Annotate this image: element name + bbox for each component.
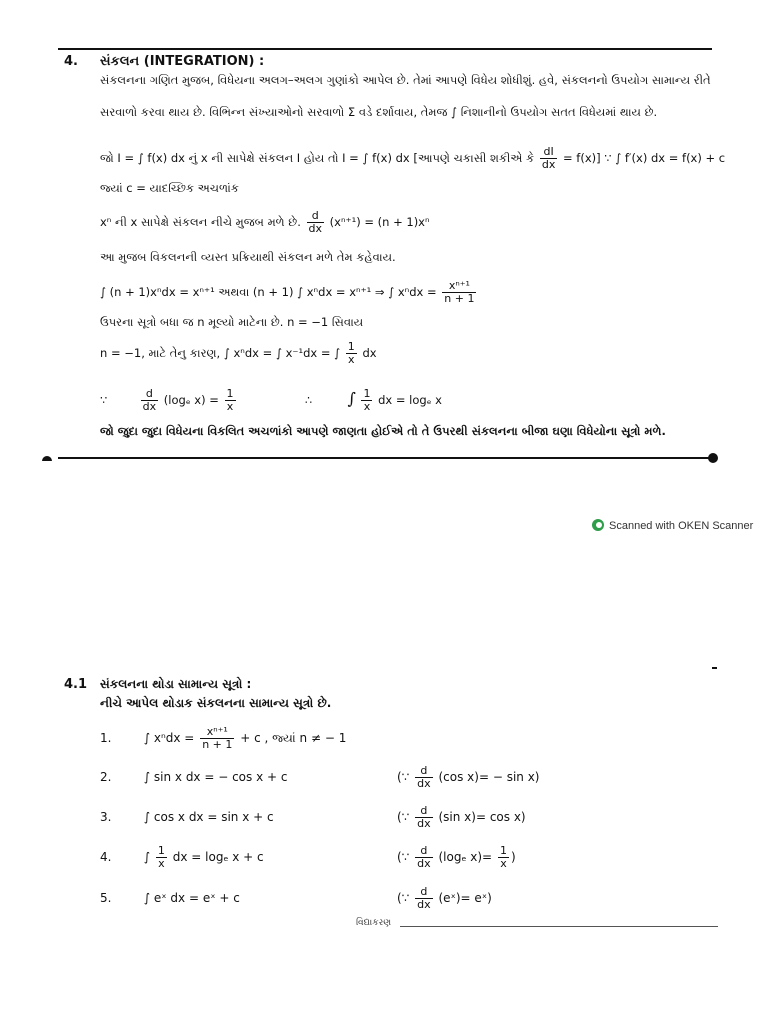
reason-text-a: n = −1, માટે તેનુ કારણ, ∫ xⁿdx = ∫ x⁻¹dx = ∫ <box>100 346 341 360</box>
formula-number: 1. <box>100 731 112 745</box>
fraction-numerator: d <box>145 387 153 401</box>
scanner-watermark <box>591 518 753 532</box>
power-rule-text: ∫ (n + 1)xⁿdx = xⁿ⁺¹ અથવા (n + 1) ∫ xⁿdx = xⁿ⁺¹ ⇒ ∫ xⁿdx = <box>100 285 437 299</box>
formula-lhs: ∫ xⁿdx = <box>143 731 195 745</box>
fraction-denominator: dx <box>142 400 157 413</box>
reason-open: (∵ <box>397 770 410 784</box>
fraction-denominator: x <box>156 857 167 870</box>
fraction-denominator: dx <box>308 222 323 235</box>
definition-text-b: = f(x)] ∵ ∫ f′(x) dx = f(x) + c <box>563 151 726 165</box>
fraction-numerator: dI <box>543 145 554 159</box>
fraction-numerator: d <box>311 209 319 223</box>
fraction-denominator: x <box>225 400 236 413</box>
formula-reason-3 <box>397 801 526 833</box>
small-mark <box>712 667 717 669</box>
fraction-d-dx-log <box>141 388 159 412</box>
formula-reason-5 <box>397 882 492 914</box>
fraction-denominator: x <box>346 353 357 366</box>
fraction-numerator: xⁿ⁺¹ <box>448 279 470 293</box>
because-symbol: ∵ <box>100 393 108 407</box>
fraction-numerator: d <box>420 804 428 818</box>
fraction-d-dx <box>415 805 433 829</box>
reason-text-b: dx <box>362 346 377 360</box>
fraction-denominator: n + 1 <box>444 292 475 305</box>
footer-rule <box>400 926 718 927</box>
fraction-numerator: 1 <box>499 844 507 858</box>
reason-close: (eˣ)= eˣ) <box>438 891 492 905</box>
formula-fraction <box>200 726 234 750</box>
subsection-subheading: નીચે આપેલ થોડાક સંકલનના સામાન્ય સૂત્રો છે. <box>100 696 332 710</box>
formula-number: 5. <box>100 891 112 905</box>
paragraph-line-1: સંકલનના ગણિત મુજબ, વિધેયના અલગ–અલગ ગુણાંકો આપેલ છે. તેમાં આપણે વિધેય શોધીશું. હવે, સંકલનનો ઉપયોગ સામાન્ય રીતે <box>100 73 711 87</box>
fraction-d-dx <box>415 845 433 869</box>
fraction-d-dx <box>307 210 325 234</box>
formula-lhs: dx = logₑ x + c <box>172 850 264 864</box>
formula-rhs: + c , જ્યાં n ≠ − 1 <box>240 731 347 745</box>
subsection-heading: સંકલનના થોડા સામાન્ય સૂત્રો : <box>100 677 252 691</box>
reason-close: (cos x)= − sin x) <box>438 770 540 784</box>
power-text-a: xⁿ ની x સાપેક્ષે સંકલન નીચે મુજબ મળે છે. <box>100 215 301 229</box>
fraction-denominator: dx <box>541 158 556 171</box>
subsection-number: 4.1 <box>64 677 88 692</box>
fraction-denominator: dx <box>417 777 431 790</box>
fraction-numerator: d <box>420 764 428 778</box>
fraction-1-x <box>498 845 509 869</box>
log-result: dx = logₑ x <box>378 393 442 407</box>
fraction-denominator: dx <box>417 898 431 911</box>
inverse-process-line: આ મુજબ વિકલનની વ્યસ્ત પ્રક્રિયાથી સંકલન મળે તેમ કહેવાય. <box>100 250 396 264</box>
fraction-denominator: dx <box>417 817 431 830</box>
fraction-numerator: 1 <box>226 387 234 401</box>
scanner-label: Scanned with OKEN Scanner <box>609 520 754 532</box>
formula-row-4 <box>100 841 264 873</box>
closing-line: જો જુદા જુદા વિધેયના વિકલિત અચળાંકો આપણે જાણતા હોઈએ તો તે ઉપરથી સંકલનના બીજા ઘણા વિધેયોના સૂત્રો મળે. <box>100 424 666 438</box>
fraction-1-x <box>156 845 167 869</box>
section-number: 4. <box>64 54 78 69</box>
therefore-symbol: ∴ <box>304 393 313 407</box>
log-text: (logₑ x) = <box>163 393 219 407</box>
reason-close-paren: ) <box>510 850 516 864</box>
formula-row-3 <box>100 801 274 833</box>
reason-close: (sin x)= cos x) <box>438 810 526 824</box>
formula-lhs: ∫ eˣ dx = eˣ + c <box>143 891 240 905</box>
reason-open: (∵ <box>397 891 410 905</box>
constant-line: જ્યાં c = યાદચ્છિક અચળાંક <box>100 181 239 195</box>
integral-symbol: ∫ <box>347 389 356 408</box>
formula-integral: ∫ <box>143 850 151 864</box>
formula-row-1 <box>100 722 346 754</box>
formula-row-2 <box>100 761 287 793</box>
definition-line <box>100 143 725 173</box>
formula-lhs: ∫ cos x dx = sin x + c <box>143 810 274 824</box>
bottom-rule <box>58 457 712 459</box>
fraction-numerator: xⁿ⁺¹ <box>206 725 228 739</box>
formula-number: 4. <box>100 850 112 864</box>
fraction-denominator: n + 1 <box>202 738 233 751</box>
fraction-numerator: 1 <box>363 387 371 401</box>
reason-mid: (logₑ x)= <box>438 850 493 864</box>
formula-row-5 <box>100 882 240 914</box>
paragraph-line-2: સરવાળો કરવા થાય છે. વિભિન્ન સંખ્યાઓનો સરવાળો Σ વડે દર્શાવાય, તેમજ ∫ નિશાનીનો ઉપયોગ સતત વિધેયમાં થાય છે. <box>100 105 658 119</box>
fraction-1-x <box>346 341 357 365</box>
fraction-power <box>442 280 476 304</box>
rule-left-mark <box>42 456 52 461</box>
section-heading: સંકલન (INTEGRATION) : <box>100 54 265 69</box>
power-text-b: (xⁿ⁺¹) = (n + 1)xⁿ <box>329 215 430 229</box>
formula-lhs: ∫ sin x dx = − cos x + c <box>143 770 288 784</box>
fraction-denominator: x <box>498 857 509 870</box>
reason-open: (∵ <box>397 810 410 824</box>
fraction-d-dx <box>415 886 433 910</box>
fraction-dI-dx <box>540 146 558 170</box>
formula-number: 3. <box>100 810 112 824</box>
exception-line: ઉપરના સૂત્રો બધા જ n મૂલ્યો માટેના છે. n = −1 સિવાય <box>100 315 364 329</box>
formula-reason-2 <box>397 761 539 793</box>
log-derivative-line <box>100 382 442 417</box>
formula-number: 2. <box>100 770 112 784</box>
power-derivative-line <box>100 207 430 237</box>
top-rule <box>58 48 712 50</box>
fraction-numerator: 1 <box>157 844 165 858</box>
scanner-logo-icon <box>591 518 605 532</box>
rule-right-dot <box>708 453 718 463</box>
reason-open: (∵ <box>397 850 410 864</box>
fraction-denominator: dx <box>417 857 431 870</box>
reason-line <box>100 337 377 369</box>
definition-text-a: જો I = ∫ f(x) dx નું x ની સાપેક્ષે સંકલન I હોય તો I = ∫ f(x) dx [આપણે ચકાસી શકીએ કે <box>100 151 535 165</box>
power-rule-line <box>100 276 478 308</box>
fraction-denominator: x <box>361 400 372 413</box>
formula-reason-4 <box>397 841 516 873</box>
fraction-1-x-int <box>361 388 372 412</box>
fraction-1-x-log <box>225 388 236 412</box>
fraction-numerator: 1 <box>347 340 355 354</box>
fraction-numerator: d <box>420 844 428 858</box>
footer-label: વિદ્યાકરણ <box>356 918 392 928</box>
fraction-numerator: d <box>420 885 428 899</box>
fraction-d-dx <box>415 765 433 789</box>
